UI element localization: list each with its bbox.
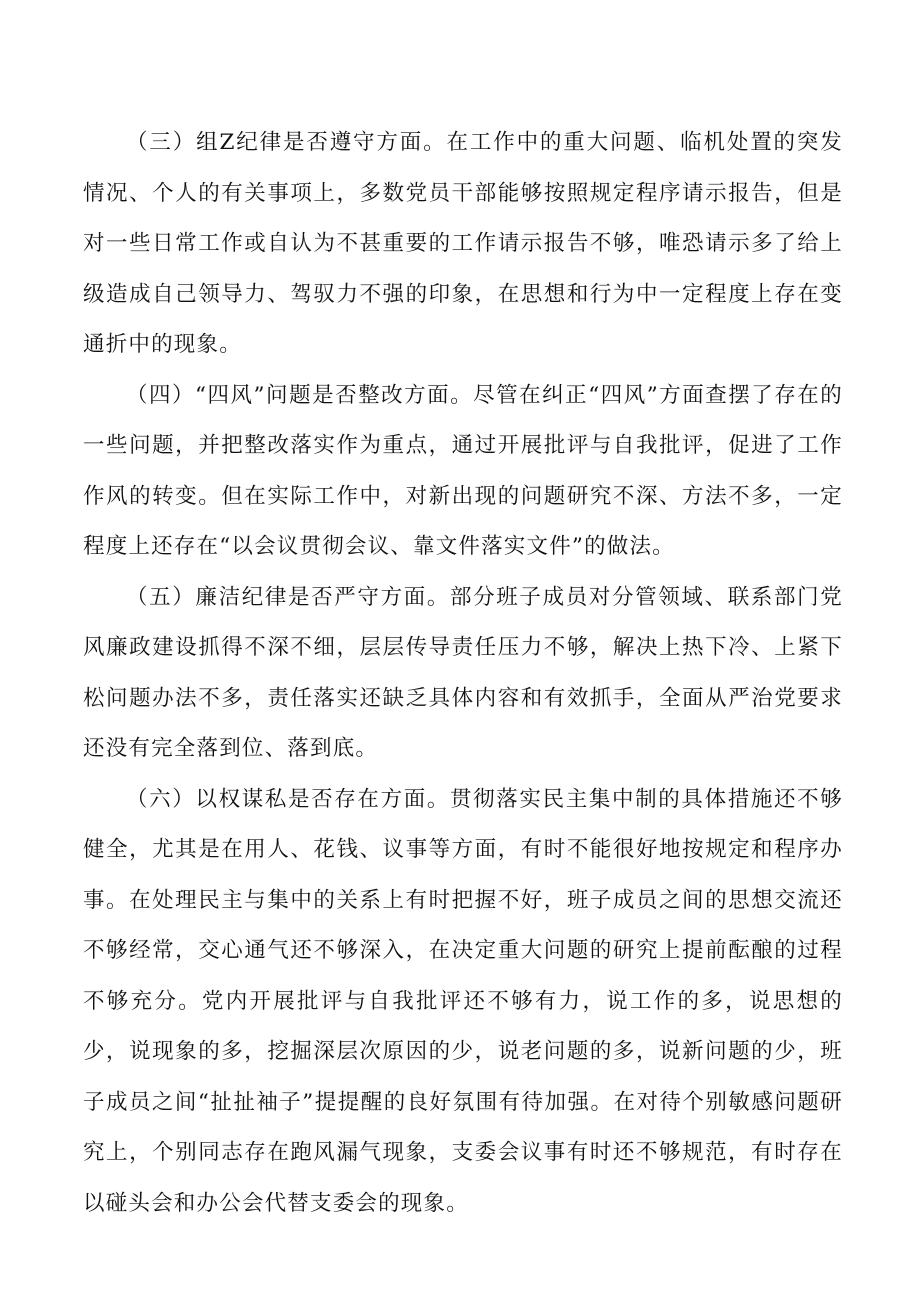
paragraph-abuse-of-power: （六）以权谋私是否存在方面。贯彻落实民主集中制的具体措施还不够健全，尤其是在用人、花钱、议事等方面，有时不能很好地按规定和程序办事。在处理民主与集中的关系上有时把握不好，班子成员之间的思想交流还不够经常，交心通气还不够深入，在决定重大问题的研究上提前酝酿的过程不够充分。党内开展批评与自我批评还不够有力，说工作的多，说思想的少，说现象的多，挖掘深层次原因的少，说老问题的多，说新问题的少，班子成员之间“扯扯袖子”提提醒的良好氛围有待加强。在对待个别敏感问题研究上，个别同志存在跑风漏气现象，支委会议事有时还不够规范，有时存在以碰头会和办公会代替支委会的现象。 — [83, 786, 843, 1216]
paragraph-four-winds: （四）“四风”问题是否整改方面。尽管在纠正“四风”方面查摆了存在的一些问题，并把整改落实作为重点，通过开展批评与自我批评，促进了工作作风的转变。但在实际工作中，对新出现的问题研究不深、方法不多，一定程度上还存在“以会议贯彻会议、靠文件落实文件”的做法。 — [83, 382, 843, 559]
paragraph-integrity-discipline: （五）廉洁纪律是否严守方面。部分班子成员对分管领域、联系部门党风廉政建设抓得不深不细，层层传导责任压力不够，解决上热下冷、上紧下松问题办法不多，责任落实还缺乏具体内容和有效抓手，全面从严治党要求还没有完全落到位、落到底。 — [83, 584, 843, 761]
paragraph-discipline-organization: （三）组Z纪律是否遵守方面。在工作中的重大问题、临机处置的突发情况、个人的有关事项上，多数党员干部能够按照规定程序请示报告，但是对一些日常工作或自认为不甚重要的工作请示报告不够，唯恐请示多了给上级造成自己领导力、驾驭力不强的印象，在思想和行为中一定程度上存在变通折中的现象。 — [83, 130, 843, 357]
document-body — [83, 118, 843, 1229]
